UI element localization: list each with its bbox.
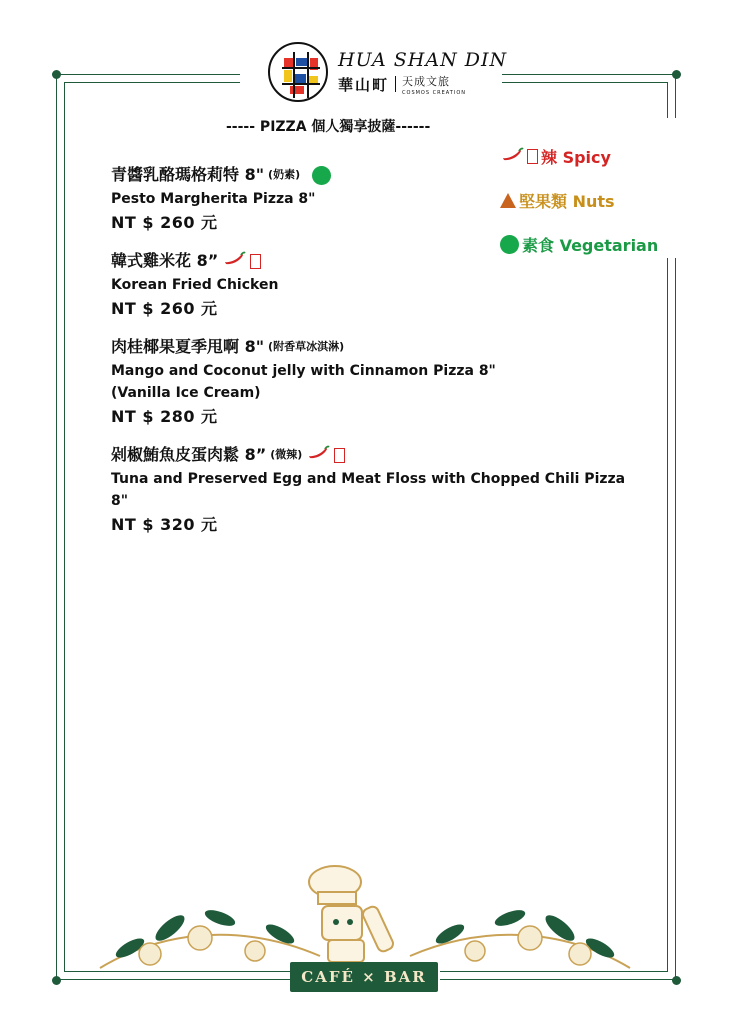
item-chinese-name: 青醬乳酪瑪格莉特 8" [111,165,265,184]
item-price: NT $ 260 元 [111,213,218,232]
item-note: (奶素) [268,168,301,181]
menu-item [111,162,631,236]
frame-corner-dot [672,70,681,79]
menu-item [111,442,631,538]
chili-pepper-icon [306,442,330,468]
menu-item [111,248,631,322]
item-chinese-name: 剁椒鮪魚皮蛋肉鬆 8” [111,445,267,464]
menu-item [111,334,631,430]
chili-pepper-icon [222,248,246,274]
item-english-name: Mango and Coconut jelly with Cinnamon Pizza 8" [111,363,496,379]
item-price: NT $ 260 元 [111,299,218,318]
legend-vegetarian-label: 素食 Vegetarian [522,235,659,255]
logo-brand-name: 天成文旅 [402,74,451,88]
logo-mark-icon [268,42,328,102]
item-note: (微辣) [270,448,303,461]
section-title: ----- PIZZA 個人獨享披薩------ [226,119,431,135]
item-price: NT $ 320 元 [111,515,218,534]
logo-brand-sub: COSMOS CREATION [402,89,466,96]
item-price: NT $ 280 元 [111,407,218,426]
item-chinese-name: 韓式雞米花 8” [111,251,219,270]
frame-corner-dot [52,976,61,985]
item-chinese-name: 肉桂椰果夏季甩啊 8" [111,337,265,356]
item-english-name: Tuna and Preserved Egg and Meat Floss with Chopped Chili Pizza 8" [111,471,626,509]
logo-english-name: HUA SHAN DIN [338,48,508,71]
item-note: (附香草冰淇淋) [268,340,345,353]
item-english-subtitle: (Vanilla Ice Cream) [111,385,261,401]
menu-list [111,162,631,550]
legend-spicy-label: 辣 Spicy [541,147,611,167]
logo-chinese-name: 華山町 [338,75,390,94]
cafe-bar-badge: CAFÉ × BAR [290,962,438,992]
frame-gap-right [660,118,686,258]
vegetarian-dot-icon [312,166,331,185]
brand-logo [268,42,507,102]
legend-nuts-label: 堅果類 Nuts [519,191,615,211]
frame-corner-dot [52,70,61,79]
missing-glyph-icon [250,254,261,269]
missing-glyph-icon [334,448,345,463]
item-english-name: Pesto Margherita Pizza 8" [111,191,316,207]
item-english-name: Korean Fried Chicken [111,277,279,293]
floral-chef-illustration [90,856,640,972]
logo-separator [395,76,396,92]
frame-corner-dot [672,976,681,985]
